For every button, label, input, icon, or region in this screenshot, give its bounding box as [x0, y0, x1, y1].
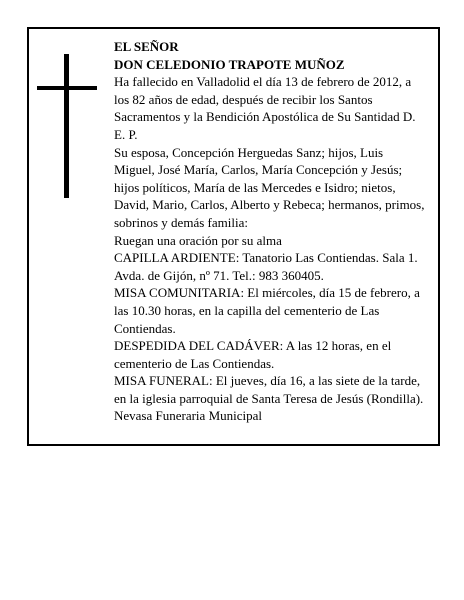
prayer-request: Ruegan una oración por su alma — [114, 232, 282, 248]
funeral-mass-info: MISA FUNERAL: El jueves, día 16, a las siete de la tarde, en la iglesia parroquial de Santa Teresa de Jesús (Rondilla). — [114, 373, 424, 406]
deceased-name: DON CELEDONIO TRAPOTE MUÑOZ — [114, 56, 345, 72]
cross-vertical-bar — [64, 54, 69, 198]
funeral-home-name: Nevasa Funeraria Municipal — [114, 408, 263, 424]
death-announcement: Ha fallecido en Valladolid el día 13 de febrero de 2012, a los 82 años de edad, después de recibir los Santos Sacramentos y la Bendición Apostólica de Su Santidad D. E. P. — [114, 74, 416, 142]
cross-icon — [37, 54, 97, 198]
chapel-info: CAPILLA ARDIENTE: Tanatorio Las Contiendas. Sala 1. Avda. de Gijón, nº 71. Tel.: 983 360405. — [114, 250, 418, 283]
farewell-info: DESPEDIDA DEL CADÁVER: A las 12 horas, en el cementerio de Las Contiendas. — [114, 338, 392, 371]
community-mass-info: MISA COMUNITARIA: El miércoles, día 15 de febrero, a las 10.30 horas, en la capilla del cementerio de Las Contiendas. — [114, 285, 420, 336]
obituary-text — [114, 38, 426, 425]
cross-horizontal-bar — [37, 86, 97, 90]
heading-title: EL SEÑOR — [114, 39, 179, 54]
family-list: Su esposa, Concepción Herguedas Sanz; hijos, Luis Miguel, José María, Carlos, María Concepción y Jesús; hijos políticos, María de las Mercedes e Isidro; nietos, David, Mario, Carlos, Alberto y Rebeca; hermanos, primos, sobrinos y demás familia: — [114, 144, 425, 230]
